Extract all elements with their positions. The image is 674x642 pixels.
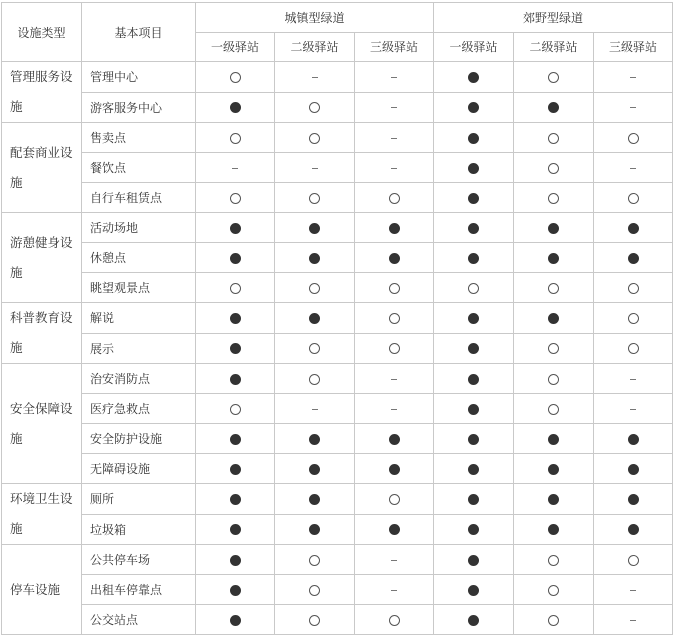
mark-cell (275, 484, 355, 515)
filled-circle-icon (468, 193, 479, 204)
dash-icon (630, 107, 636, 108)
table-row (2, 183, 673, 213)
hollow-circle-icon (309, 555, 320, 566)
filled-circle-icon (309, 223, 320, 234)
mark-cell (434, 333, 514, 364)
mark-cell (594, 123, 673, 153)
mark-cell (434, 183, 514, 213)
header-level: 三级驿站 (594, 32, 673, 62)
mark-cell (275, 153, 355, 183)
hollow-circle-icon (389, 343, 400, 354)
mark-cell (275, 424, 355, 454)
hollow-circle-icon (309, 102, 320, 113)
filled-circle-icon (230, 313, 241, 324)
hollow-circle-icon (548, 585, 559, 596)
filled-circle-icon (548, 494, 559, 505)
hollow-circle-icon (548, 343, 559, 354)
mark-cell (196, 183, 275, 213)
filled-circle-icon (468, 464, 479, 475)
table-row (2, 605, 673, 635)
mark-cell (196, 484, 275, 515)
filled-circle-icon (230, 102, 241, 113)
filled-circle-icon (230, 464, 241, 475)
mark-cell (514, 424, 594, 454)
category-cell: 游憩健身设施 (2, 213, 82, 303)
mark-cell (594, 273, 673, 303)
mark-cell (355, 333, 434, 364)
dash-icon (630, 590, 636, 591)
filled-circle-icon (230, 615, 241, 626)
mark-cell (594, 514, 673, 545)
category-cell: 环境卫生设施 (2, 484, 82, 545)
item-label: 休憩点 (82, 243, 196, 273)
category-cell: 配套商业设施 (2, 123, 82, 213)
dash-icon (391, 590, 397, 591)
mark-cell (594, 243, 673, 273)
filled-circle-icon (628, 494, 639, 505)
item-label: 自行车租赁点 (82, 183, 196, 213)
mark-cell (355, 183, 434, 213)
header-level: 一级驿站 (434, 32, 514, 62)
mark-cell (514, 303, 594, 334)
mark-cell (434, 394, 514, 424)
mark-cell (275, 454, 355, 484)
hollow-circle-icon (548, 72, 559, 83)
filled-circle-icon (628, 434, 639, 445)
mark-cell (514, 514, 594, 545)
mark-cell (196, 454, 275, 484)
hollow-circle-icon (389, 313, 400, 324)
item-label: 展示 (82, 333, 196, 364)
category-cell: 管理服务设施 (2, 62, 82, 123)
filled-circle-icon (628, 253, 639, 264)
item-label: 解说 (82, 303, 196, 334)
filled-circle-icon (230, 555, 241, 566)
filled-circle-icon (230, 253, 241, 264)
mark-cell (275, 605, 355, 635)
hollow-circle-icon (389, 193, 400, 204)
mark-cell (196, 605, 275, 635)
table-row (2, 484, 673, 515)
dash-icon (630, 620, 636, 621)
filled-circle-icon (468, 555, 479, 566)
filled-circle-icon (230, 223, 241, 234)
mark-cell (594, 364, 673, 394)
mark-cell (355, 394, 434, 424)
hollow-circle-icon (628, 133, 639, 144)
filled-circle-icon (628, 223, 639, 234)
table-row (2, 575, 673, 605)
mark-cell (514, 454, 594, 484)
mark-cell (275, 333, 355, 364)
filled-circle-icon (628, 464, 639, 475)
mark-cell (594, 575, 673, 605)
mark-cell (514, 243, 594, 273)
mark-cell (275, 123, 355, 153)
mark-cell (355, 153, 434, 183)
hollow-circle-icon (548, 133, 559, 144)
hollow-circle-icon (309, 615, 320, 626)
hollow-circle-icon (309, 193, 320, 204)
filled-circle-icon (389, 464, 400, 475)
item-label: 治安消防点 (82, 364, 196, 394)
mark-cell (355, 575, 434, 605)
filled-circle-icon (309, 253, 320, 264)
hollow-circle-icon (548, 374, 559, 385)
table-row (2, 364, 673, 394)
table-row (2, 545, 673, 575)
mark-cell (355, 92, 434, 123)
hollow-circle-icon (309, 374, 320, 385)
dash-icon (312, 409, 318, 410)
mark-cell (594, 183, 673, 213)
hollow-circle-icon (230, 72, 241, 83)
mark-cell (275, 213, 355, 243)
item-label: 游客服务中心 (82, 92, 196, 123)
mark-cell (514, 545, 594, 575)
mark-cell (434, 303, 514, 334)
header-group-urban: 城镇型绿道 (196, 3, 434, 33)
mark-cell (434, 364, 514, 394)
mark-cell (434, 545, 514, 575)
mark-cell (514, 153, 594, 183)
mark-cell (196, 123, 275, 153)
filled-circle-icon (548, 464, 559, 475)
mark-cell (355, 605, 434, 635)
hollow-circle-icon (230, 193, 241, 204)
hollow-circle-icon (628, 193, 639, 204)
mark-cell (196, 62, 275, 93)
hollow-circle-icon (628, 313, 639, 324)
mark-cell (594, 545, 673, 575)
dash-icon (391, 379, 397, 380)
item-label: 出租车停靠点 (82, 575, 196, 605)
mark-cell (196, 213, 275, 243)
hollow-circle-icon (389, 494, 400, 505)
table-row (2, 333, 673, 364)
mark-cell (514, 394, 594, 424)
mark-cell (514, 183, 594, 213)
mark-cell (355, 243, 434, 273)
filled-circle-icon (468, 133, 479, 144)
dash-icon (391, 168, 397, 169)
table-row (2, 213, 673, 243)
mark-cell (514, 364, 594, 394)
filled-circle-icon (628, 524, 639, 535)
hollow-circle-icon (548, 283, 559, 294)
hollow-circle-icon (230, 283, 241, 294)
hollow-circle-icon (628, 555, 639, 566)
filled-circle-icon (468, 585, 479, 596)
table-row (2, 243, 673, 273)
category-cell: 安全保障设施 (2, 364, 82, 484)
mark-cell (275, 243, 355, 273)
mark-cell (355, 303, 434, 334)
table-row (2, 424, 673, 454)
filled-circle-icon (389, 223, 400, 234)
item-label: 公共停车场 (82, 545, 196, 575)
mark-cell (355, 123, 434, 153)
filled-circle-icon (548, 102, 559, 113)
filled-circle-icon (468, 434, 479, 445)
filled-circle-icon (230, 374, 241, 385)
mark-cell (355, 213, 434, 243)
table-row (2, 92, 673, 123)
mark-cell (434, 575, 514, 605)
item-label: 餐饮点 (82, 153, 196, 183)
mark-cell (514, 484, 594, 515)
mark-cell (434, 153, 514, 183)
mark-cell (434, 454, 514, 484)
hollow-circle-icon (548, 404, 559, 415)
item-label: 垃圾箱 (82, 514, 196, 545)
filled-circle-icon (468, 524, 479, 535)
mark-cell (594, 394, 673, 424)
item-label: 活动场地 (82, 213, 196, 243)
header-item: 基本项目 (82, 3, 196, 62)
filled-circle-icon (468, 404, 479, 415)
mark-cell (434, 123, 514, 153)
mark-cell (196, 303, 275, 334)
table-body (2, 62, 673, 635)
mark-cell (594, 424, 673, 454)
hollow-circle-icon (389, 283, 400, 294)
mark-cell (594, 605, 673, 635)
mark-cell (275, 303, 355, 334)
mark-cell (594, 454, 673, 484)
filled-circle-icon (468, 374, 479, 385)
mark-cell (355, 424, 434, 454)
item-label: 售卖点 (82, 123, 196, 153)
hollow-circle-icon (230, 404, 241, 415)
filled-circle-icon (548, 253, 559, 264)
mark-cell (196, 333, 275, 364)
hollow-circle-icon (548, 163, 559, 174)
hollow-circle-icon (309, 343, 320, 354)
category-cell: 停车设施 (2, 545, 82, 635)
item-label: 无障碍设施 (82, 454, 196, 484)
mark-cell (594, 333, 673, 364)
mark-cell (275, 575, 355, 605)
dash-icon (312, 77, 318, 78)
header-level: 一级驿站 (196, 32, 275, 62)
item-label: 公交站点 (82, 605, 196, 635)
table-row (2, 514, 673, 545)
mark-cell (275, 62, 355, 93)
mark-cell (275, 183, 355, 213)
mark-cell (434, 424, 514, 454)
hollow-circle-icon (309, 585, 320, 596)
dash-icon (630, 168, 636, 169)
mark-cell (196, 273, 275, 303)
dash-icon (391, 77, 397, 78)
mark-cell (196, 243, 275, 273)
mark-cell (196, 92, 275, 123)
filled-circle-icon (548, 313, 559, 324)
dash-icon (391, 409, 397, 410)
mark-cell (355, 364, 434, 394)
dash-icon (630, 409, 636, 410)
dash-icon (232, 168, 238, 169)
table-row (2, 273, 673, 303)
filled-circle-icon (309, 494, 320, 505)
mark-cell (594, 153, 673, 183)
mark-cell (594, 62, 673, 93)
mark-cell (514, 273, 594, 303)
table-row (2, 454, 673, 484)
mark-cell (514, 333, 594, 364)
header-level: 二级驿站 (275, 32, 355, 62)
filled-circle-icon (309, 434, 320, 445)
mark-cell (594, 484, 673, 515)
hollow-circle-icon (628, 283, 639, 294)
dash-icon (312, 168, 318, 169)
filled-circle-icon (468, 163, 479, 174)
mark-cell (514, 575, 594, 605)
mark-cell (275, 364, 355, 394)
mark-cell (275, 92, 355, 123)
facility-table (1, 2, 673, 635)
dash-icon (391, 107, 397, 108)
hollow-circle-icon (309, 133, 320, 144)
table-row (2, 394, 673, 424)
mark-cell (514, 123, 594, 153)
filled-circle-icon (468, 343, 479, 354)
hollow-circle-icon (628, 343, 639, 354)
filled-circle-icon (389, 253, 400, 264)
filled-circle-icon (230, 343, 241, 354)
item-label: 安全防护设施 (82, 424, 196, 454)
mark-cell (434, 514, 514, 545)
mark-cell (355, 484, 434, 515)
hollow-circle-icon (468, 283, 479, 294)
filled-circle-icon (468, 72, 479, 83)
hollow-circle-icon (548, 615, 559, 626)
item-label: 眺望观景点 (82, 273, 196, 303)
mark-cell (434, 243, 514, 273)
header-level: 三级驿站 (355, 32, 434, 62)
category-cell: 科普教育设施 (2, 303, 82, 364)
hollow-circle-icon (389, 615, 400, 626)
filled-circle-icon (230, 585, 241, 596)
mark-cell (196, 153, 275, 183)
mark-cell (196, 575, 275, 605)
filled-circle-icon (548, 524, 559, 535)
mark-cell (514, 92, 594, 123)
mark-cell (196, 545, 275, 575)
filled-circle-icon (309, 313, 320, 324)
filled-circle-icon (468, 253, 479, 264)
mark-cell (514, 62, 594, 93)
mark-cell (275, 394, 355, 424)
filled-circle-icon (230, 434, 241, 445)
mark-cell (594, 213, 673, 243)
filled-circle-icon (468, 102, 479, 113)
mark-cell (355, 62, 434, 93)
filled-circle-icon (230, 494, 241, 505)
dash-icon (630, 379, 636, 380)
mark-cell (275, 545, 355, 575)
mark-cell (196, 514, 275, 545)
hollow-circle-icon (309, 283, 320, 294)
mark-cell (355, 273, 434, 303)
mark-cell (434, 92, 514, 123)
mark-cell (355, 514, 434, 545)
mark-cell (594, 303, 673, 334)
item-label: 医疗急救点 (82, 394, 196, 424)
mark-cell (275, 273, 355, 303)
header-level: 二级驿站 (514, 32, 594, 62)
mark-cell (355, 545, 434, 575)
filled-circle-icon (468, 494, 479, 505)
mark-cell (514, 213, 594, 243)
table-row (2, 62, 673, 93)
mark-cell (196, 364, 275, 394)
filled-circle-icon (548, 223, 559, 234)
mark-cell (434, 605, 514, 635)
mark-cell (434, 484, 514, 515)
mark-cell (434, 273, 514, 303)
filled-circle-icon (468, 223, 479, 234)
mark-cell (434, 62, 514, 93)
table-row (2, 153, 673, 183)
mark-cell (196, 394, 275, 424)
mark-cell (196, 424, 275, 454)
dash-icon (391, 138, 397, 139)
mark-cell (275, 514, 355, 545)
filled-circle-icon (468, 313, 479, 324)
filled-circle-icon (548, 434, 559, 445)
filled-circle-icon (309, 524, 320, 535)
header-group-suburban: 郊野型绿道 (434, 3, 673, 33)
table-row (2, 123, 673, 153)
item-label: 厕所 (82, 484, 196, 515)
mark-cell (514, 605, 594, 635)
filled-circle-icon (309, 464, 320, 475)
dash-icon (630, 77, 636, 78)
item-label: 管理中心 (82, 62, 196, 93)
filled-circle-icon (389, 524, 400, 535)
mark-cell (355, 454, 434, 484)
mark-cell (594, 92, 673, 123)
table-row (2, 303, 673, 334)
hollow-circle-icon (548, 193, 559, 204)
dash-icon (391, 560, 397, 561)
filled-circle-icon (389, 434, 400, 445)
mark-cell (434, 213, 514, 243)
header-category: 设施类型 (2, 3, 82, 62)
filled-circle-icon (230, 524, 241, 535)
hollow-circle-icon (548, 555, 559, 566)
filled-circle-icon (468, 615, 479, 626)
hollow-circle-icon (230, 133, 241, 144)
